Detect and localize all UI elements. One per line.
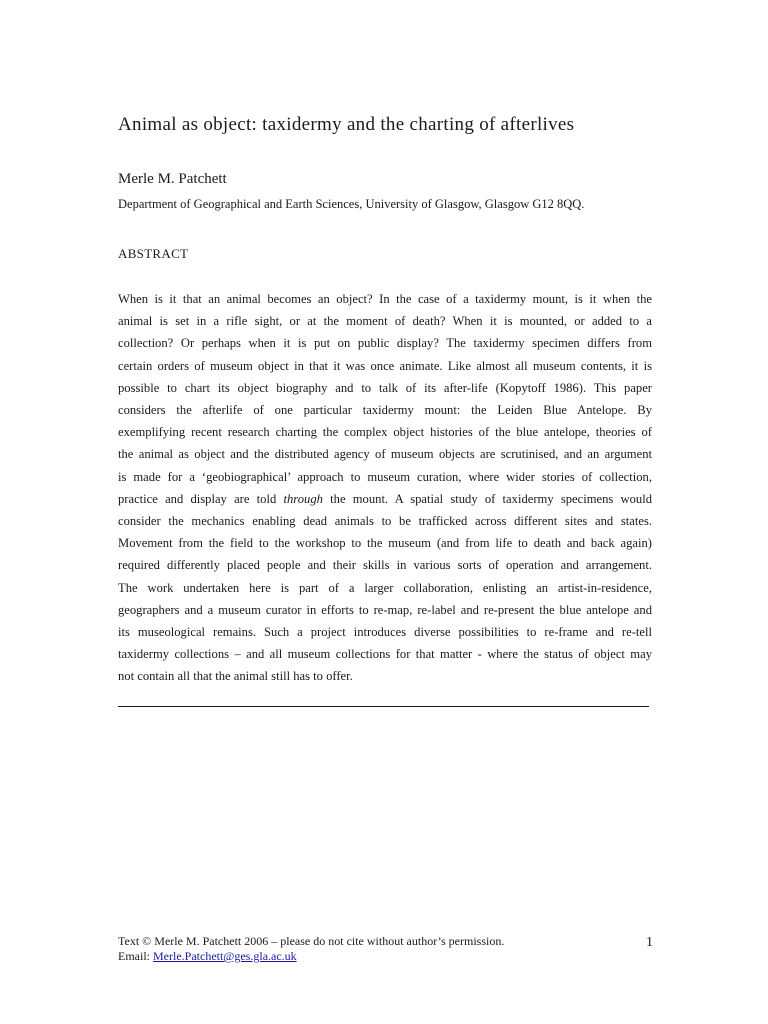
- abstract-line-start: practice and display are told: [118, 491, 284, 506]
- abstract-line: not contain all that the animal still has to offer.: [118, 669, 353, 684]
- email-line: [118, 949, 654, 964]
- email-label: Email:: [118, 949, 153, 963]
- author-name: Merle M. Patchett: [118, 171, 227, 187]
- abstract-line: taxidermy collections – and all museum collections for that matter - where the status of object may: [118, 647, 652, 662]
- author-affiliation: Department of Geographical and Earth Sciences, University of Glasgow, Glasgow G12 8QQ.: [118, 197, 585, 211]
- abstract-line: animal is set in a rifle sight, or at the moment of death? When it is mounted, or added to a: [118, 314, 652, 329]
- abstract-line: certain orders of museum object in that it was once animate. Like almost all museum contents, it is: [118, 358, 652, 373]
- abstract-line: When is it that an animal becomes an object? In the case of a taxidermy mount, is it when the: [118, 292, 652, 306]
- abstract-heading: ABSTRACT: [118, 246, 189, 261]
- email-link[interactable]: Merle.Patchett@ges.gla.ac.uk: [153, 949, 297, 963]
- abstract-line: geographers and a museum curator in efforts to re-map, re-label and re-present the blue antelope and: [118, 602, 652, 617]
- paper-title: Animal as object: taxidermy and the charting of afterlives: [118, 114, 575, 135]
- abstract-body: [118, 288, 652, 688]
- abstract-line: [118, 488, 652, 510]
- abstract-line: required differently placed people and their skills in various sorts of operation and arrangement.: [118, 558, 652, 573]
- page-number: 1: [646, 935, 653, 950]
- abstract-line: Movement from the field to the workshop to the museum (and from life to death and back again): [118, 536, 652, 551]
- copyright-notice: Text © Merle M. Patchett 2006 – please do not cite without author’s permission.: [118, 934, 505, 948]
- abstract-line: consider the mechanics enabling dead animals to be trafficked across different sites and states.: [118, 514, 652, 529]
- abstract-line: collection? Or perhaps when it is put on public display? The taxidermy specimen differs from: [118, 336, 652, 351]
- abstract-line-end: the mount. A spatial study of taxidermy specimens would: [322, 491, 652, 506]
- abstract-line: exemplifying recent research charting the complex object histories of the blue antelope, theories of: [118, 425, 652, 440]
- page-footer: [118, 934, 654, 964]
- abstract-line: the animal as object and the distributed agency of museum objects are scrutinised, and an argument: [118, 447, 652, 462]
- abstract-line: considers the afterlife of one particular taxidermy mount: the Leiden Blue Antelope. By: [118, 403, 652, 418]
- abstract-italic-word: through: [283, 491, 323, 506]
- abstract-line: its museological remains. Such a project introduces diverse possibilities to re-frame and re-tell: [118, 625, 652, 640]
- abstract-line: The work undertaken here is part of a larger collaboration, enlisting an artist-in-residence,: [118, 580, 652, 595]
- section-divider: [118, 706, 649, 707]
- abstract-line: is made for a ‘geobiographical’ approach to museum curation, where wider stories of collection,: [118, 469, 652, 484]
- abstract-line: possible to chart its object biography and to talk of its after-life (Kopytoff 1986). This paper: [118, 380, 652, 395]
